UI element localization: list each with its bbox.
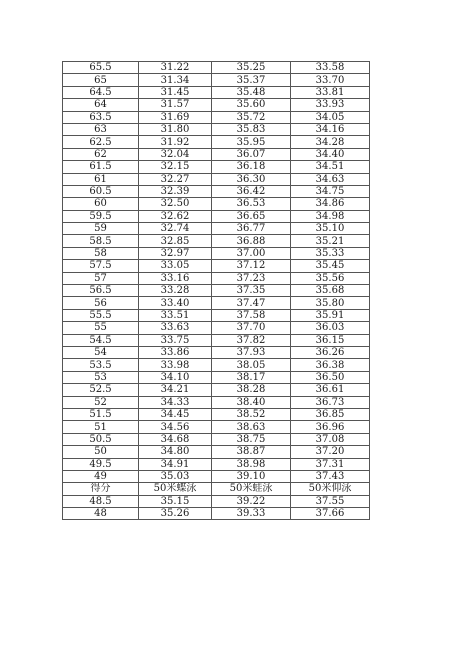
backstroke-time-cell: 34.51	[291, 161, 370, 173]
butterfly-time-cell: 31.80	[139, 123, 212, 135]
breaststroke-time-cell: 35.37	[212, 74, 291, 86]
butterfly-time-cell: 35.26	[139, 508, 212, 520]
breaststroke-time-cell: 37.82	[212, 334, 291, 346]
score-cell: 49.5	[63, 458, 139, 470]
table-row	[63, 384, 370, 396]
butterfly-time-cell: 34.56	[139, 421, 212, 433]
breaststroke-time-cell: 38.28	[212, 384, 291, 396]
score-cell: 56	[63, 297, 139, 309]
butterfly-time-cell: 33.63	[139, 322, 212, 334]
butterfly-time-cell: 31.22	[139, 62, 212, 74]
butterfly-time-cell: 32.04	[139, 148, 212, 160]
score-cell: 61.5	[63, 161, 139, 173]
breaststroke-time-cell: 50米蛙泳	[212, 483, 291, 495]
score-cell: 59	[63, 223, 139, 235]
table-row	[63, 508, 370, 520]
backstroke-time-cell: 35.10	[291, 223, 370, 235]
backstroke-time-cell: 35.68	[291, 285, 370, 297]
table-row	[63, 408, 370, 420]
backstroke-time-cell: 33.81	[291, 86, 370, 98]
backstroke-time-cell: 37.55	[291, 495, 370, 507]
butterfly-time-cell: 34.91	[139, 458, 212, 470]
breaststroke-time-cell: 35.95	[212, 136, 291, 148]
backstroke-time-cell: 33.93	[291, 99, 370, 111]
backstroke-time-cell: 35.56	[291, 272, 370, 284]
score-cell: 48	[63, 508, 139, 520]
table-row	[63, 161, 370, 173]
table-row	[63, 123, 370, 135]
header-row	[63, 483, 370, 495]
butterfly-time-cell: 33.98	[139, 359, 212, 371]
breaststroke-time-cell: 36.77	[212, 223, 291, 235]
backstroke-time-cell: 34.16	[291, 123, 370, 135]
table-row	[63, 396, 370, 408]
table-row	[63, 458, 370, 470]
backstroke-time-cell: 34.86	[291, 198, 370, 210]
table-row	[63, 371, 370, 383]
backstroke-time-cell: 36.85	[291, 408, 370, 420]
butterfly-time-cell: 31.69	[139, 111, 212, 123]
score-cell: 51.5	[63, 408, 139, 420]
score-cell: 58	[63, 247, 139, 259]
butterfly-time-cell: 33.40	[139, 297, 212, 309]
table-row	[63, 285, 370, 297]
score-cell: 50	[63, 446, 139, 458]
butterfly-time-cell: 32.39	[139, 185, 212, 197]
score-cell: 48.5	[63, 495, 139, 507]
table-row	[63, 185, 370, 197]
score-cell: 54.5	[63, 334, 139, 346]
breaststroke-time-cell: 38.75	[212, 433, 291, 445]
score-cell: 65	[63, 74, 139, 86]
score-cell: 62	[63, 148, 139, 160]
score-cell: 51	[63, 421, 139, 433]
table-row	[63, 272, 370, 284]
butterfly-time-cell: 32.97	[139, 247, 212, 259]
score-cell: 64.5	[63, 86, 139, 98]
score-cell: 55.5	[63, 309, 139, 321]
breaststroke-time-cell: 36.88	[212, 235, 291, 247]
butterfly-time-cell: 34.10	[139, 371, 212, 383]
score-cell: 61	[63, 173, 139, 185]
butterfly-time-cell: 31.92	[139, 136, 212, 148]
backstroke-time-cell: 37.08	[291, 433, 370, 445]
breaststroke-time-cell: 37.47	[212, 297, 291, 309]
score-cell: 65.5	[63, 62, 139, 74]
butterfly-time-cell: 32.85	[139, 235, 212, 247]
butterfly-time-cell: 32.74	[139, 223, 212, 235]
backstroke-time-cell: 35.45	[291, 260, 370, 272]
breaststroke-time-cell: 37.70	[212, 322, 291, 334]
butterfly-time-cell: 32.62	[139, 210, 212, 222]
table-row	[63, 148, 370, 160]
backstroke-time-cell: 34.28	[291, 136, 370, 148]
breaststroke-time-cell: 37.35	[212, 285, 291, 297]
butterfly-time-cell: 33.28	[139, 285, 212, 297]
breaststroke-time-cell: 37.12	[212, 260, 291, 272]
score-cell: 52	[63, 396, 139, 408]
backstroke-time-cell: 37.43	[291, 470, 370, 482]
butterfly-time-cell: 33.75	[139, 334, 212, 346]
score-cell: 49	[63, 470, 139, 482]
backstroke-time-cell: 34.05	[291, 111, 370, 123]
butterfly-time-cell: 31.45	[139, 86, 212, 98]
backstroke-time-cell: 36.61	[291, 384, 370, 396]
backstroke-time-cell: 36.96	[291, 421, 370, 433]
breaststroke-time-cell: 36.53	[212, 198, 291, 210]
table-row	[63, 346, 370, 358]
butterfly-time-cell: 33.86	[139, 346, 212, 358]
backstroke-time-cell: 35.91	[291, 309, 370, 321]
butterfly-time-cell: 34.80	[139, 446, 212, 458]
backstroke-time-cell: 34.40	[291, 148, 370, 160]
score-cell: 56.5	[63, 285, 139, 297]
score-cell: 50.5	[63, 433, 139, 445]
breaststroke-time-cell: 35.60	[212, 99, 291, 111]
breaststroke-time-cell: 38.63	[212, 421, 291, 433]
breaststroke-time-cell: 38.05	[212, 359, 291, 371]
table-row	[63, 74, 370, 86]
backstroke-time-cell: 36.50	[291, 371, 370, 383]
table-row	[63, 198, 370, 210]
breaststroke-time-cell: 37.23	[212, 272, 291, 284]
breaststroke-time-cell: 38.40	[212, 396, 291, 408]
breaststroke-time-cell: 37.93	[212, 346, 291, 358]
table-row	[63, 210, 370, 222]
score-cell: 60	[63, 198, 139, 210]
backstroke-time-cell: 36.73	[291, 396, 370, 408]
breaststroke-time-cell: 36.42	[212, 185, 291, 197]
butterfly-time-cell: 34.21	[139, 384, 212, 396]
backstroke-time-cell: 34.63	[291, 173, 370, 185]
table-row	[63, 111, 370, 123]
breaststroke-time-cell: 36.30	[212, 173, 291, 185]
backstroke-time-cell: 33.70	[291, 74, 370, 86]
breaststroke-time-cell: 35.83	[212, 123, 291, 135]
score-cell: 57.5	[63, 260, 139, 272]
butterfly-time-cell: 33.05	[139, 260, 212, 272]
backstroke-time-cell: 36.15	[291, 334, 370, 346]
butterfly-time-cell: 35.03	[139, 470, 212, 482]
score-cell: 63.5	[63, 111, 139, 123]
table-row	[63, 433, 370, 445]
breaststroke-time-cell: 38.52	[212, 408, 291, 420]
table-row	[63, 173, 370, 185]
butterfly-time-cell: 33.16	[139, 272, 212, 284]
breaststroke-time-cell: 37.00	[212, 247, 291, 259]
backstroke-time-cell: 34.98	[291, 210, 370, 222]
backstroke-time-cell: 35.33	[291, 247, 370, 259]
backstroke-time-cell: 36.38	[291, 359, 370, 371]
backstroke-time-cell: 36.03	[291, 322, 370, 334]
score-cell: 52.5	[63, 384, 139, 396]
breaststroke-time-cell: 35.48	[212, 86, 291, 98]
table-row	[63, 223, 370, 235]
table-row	[63, 235, 370, 247]
breaststroke-time-cell: 35.25	[212, 62, 291, 74]
score-cell: 59.5	[63, 210, 139, 222]
backstroke-time-cell: 37.31	[291, 458, 370, 470]
table-row	[63, 86, 370, 98]
table-row	[63, 136, 370, 148]
score-table-body	[63, 62, 370, 520]
score-cell: 60.5	[63, 185, 139, 197]
table-row	[63, 247, 370, 259]
score-cell: 57	[63, 272, 139, 284]
table-row	[63, 297, 370, 309]
table-row	[63, 470, 370, 482]
score-cell: 53	[63, 371, 139, 383]
table-row	[63, 309, 370, 321]
backstroke-time-cell: 35.80	[291, 297, 370, 309]
butterfly-time-cell: 50米蝶泳	[139, 483, 212, 495]
score-cell: 64	[63, 99, 139, 111]
score-cell: 63	[63, 123, 139, 135]
backstroke-time-cell: 33.58	[291, 62, 370, 74]
backstroke-time-cell: 35.21	[291, 235, 370, 247]
score-cell: 得分	[63, 483, 139, 495]
breaststroke-time-cell: 36.65	[212, 210, 291, 222]
butterfly-time-cell: 31.57	[139, 99, 212, 111]
table-row	[63, 421, 370, 433]
butterfly-time-cell: 32.50	[139, 198, 212, 210]
table-row	[63, 62, 370, 74]
backstroke-time-cell: 36.26	[291, 346, 370, 358]
table-row	[63, 99, 370, 111]
table-row	[63, 322, 370, 334]
butterfly-time-cell: 35.15	[139, 495, 212, 507]
breaststroke-time-cell: 39.22	[212, 495, 291, 507]
butterfly-time-cell: 34.33	[139, 396, 212, 408]
score-cell: 62.5	[63, 136, 139, 148]
score-cell: 54	[63, 346, 139, 358]
table-row	[63, 359, 370, 371]
breaststroke-time-cell: 36.18	[212, 161, 291, 173]
butterfly-time-cell: 34.45	[139, 408, 212, 420]
breaststroke-time-cell: 39.33	[212, 508, 291, 520]
butterfly-time-cell: 34.68	[139, 433, 212, 445]
table-row	[63, 446, 370, 458]
table-row	[63, 495, 370, 507]
backstroke-time-cell: 50米仰泳	[291, 483, 370, 495]
butterfly-time-cell: 32.27	[139, 173, 212, 185]
breaststroke-time-cell: 38.87	[212, 446, 291, 458]
score-cell: 55	[63, 322, 139, 334]
breaststroke-time-cell: 37.58	[212, 309, 291, 321]
score-cell: 53.5	[63, 359, 139, 371]
breaststroke-time-cell: 38.98	[212, 458, 291, 470]
score-cell: 58.5	[63, 235, 139, 247]
score-table	[62, 61, 370, 520]
table-row	[63, 334, 370, 346]
butterfly-time-cell: 32.15	[139, 161, 212, 173]
breaststroke-time-cell: 39.10	[212, 470, 291, 482]
breaststroke-time-cell: 35.72	[212, 111, 291, 123]
breaststroke-time-cell: 38.17	[212, 371, 291, 383]
backstroke-time-cell: 37.66	[291, 508, 370, 520]
butterfly-time-cell: 33.51	[139, 309, 212, 321]
breaststroke-time-cell: 36.07	[212, 148, 291, 160]
butterfly-time-cell: 31.34	[139, 74, 212, 86]
backstroke-time-cell: 34.75	[291, 185, 370, 197]
table-row	[63, 260, 370, 272]
backstroke-time-cell: 37.20	[291, 446, 370, 458]
